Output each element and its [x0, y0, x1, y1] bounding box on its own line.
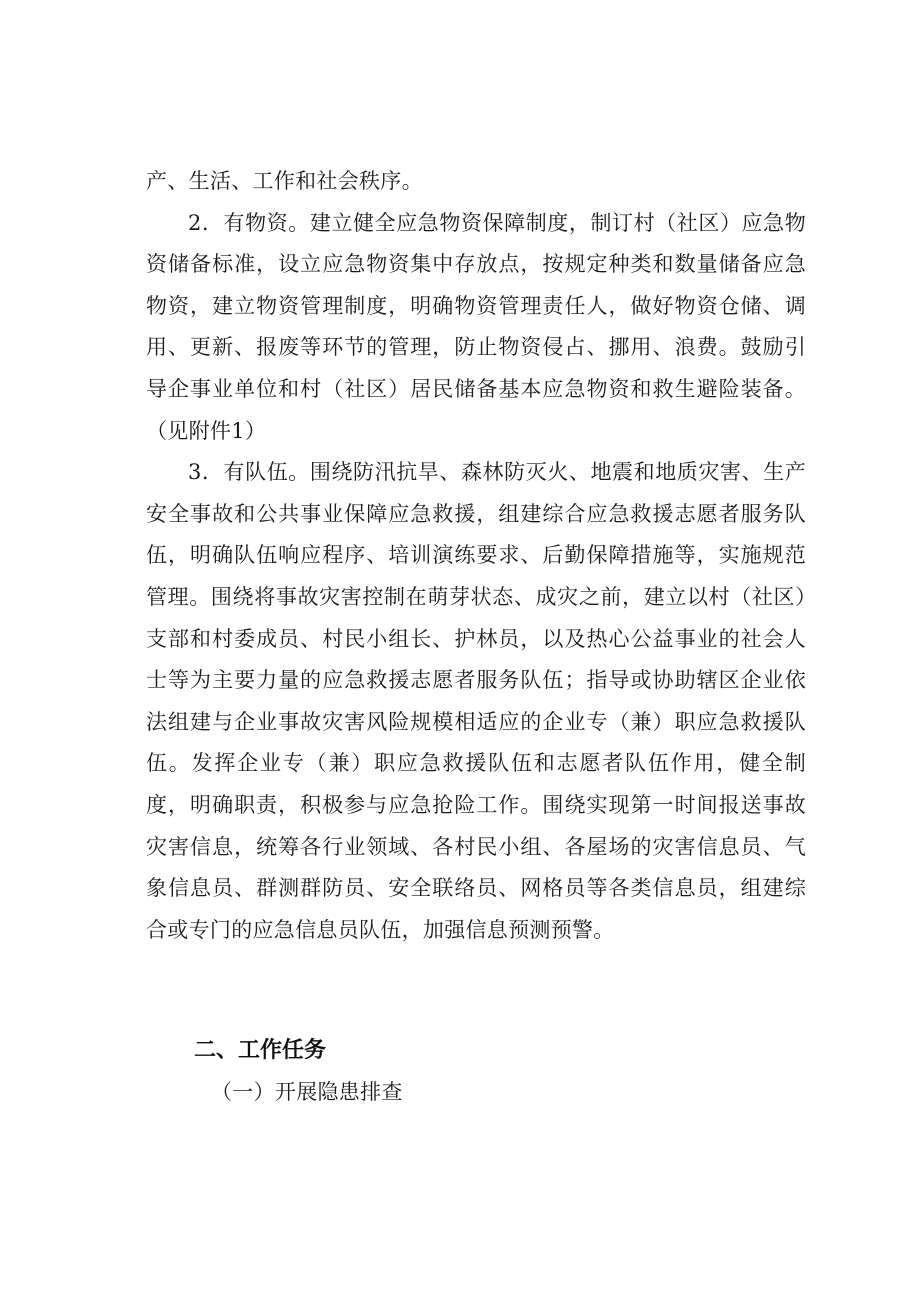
- paragraph-teams: 3．有队伍。围绕防汛抗旱、森林防灭火、地震和地质灾害、生产安全事故和公共事业保障应急救援，组建综合应急救援志愿者服务队伍，明确队伍响应程序、培训演练要求、后勤保障措施等，实施规范管理。围绕将事故灾害控制在萌芽状态、成灾之前，建立以村（社区）支部和村委成员、村民小组长、护林员，以及热心公益事业的社会人士等为主要力量的应急救援志愿者服务队伍；指导或协助辖区企业依法组建与企业事故灾害风险规模相适应的企业专（兼）职应急救援队伍。发挥企业专（兼）职应急救援队伍和志愿者队伍作用，健全制度，明确职责，积极参与应急抢险工作。围绕实现第一时间报送事故灾害信息，统筹各行业领域、各村民小组、各屋场的灾害信息员、气象信息员、群测群防员、安全联络员、网格员等各类信息员，组建综合或专门的应急信息员队伍，加强信息预测预警。: [146, 460, 806, 942]
- paragraph-supplies: 2．有物资。建立健全应急物资保障制度，制订村（社区）应急物资储备标准，设立应急物资集中存放点，按规定种类和数量储备应急物资，建立物资管理制度，明确物资管理责任人，做好物资仓储、调用、更新、报废等环节的管理，防止物资侵占、挪用、浪费。鼓励引导企事业单位和村（社区）居民储备基本应急物资和救生避险装备。（见附件1）: [146, 210, 806, 443]
- section-heading: 二、工作任务: [194, 1038, 327, 1063]
- subsection-heading: （一）开展隐患排查: [211, 1080, 403, 1104]
- body-text: [146, 161, 806, 951]
- paragraph-continuation: 产、生活、工作和社会秩序。: [146, 169, 423, 193]
